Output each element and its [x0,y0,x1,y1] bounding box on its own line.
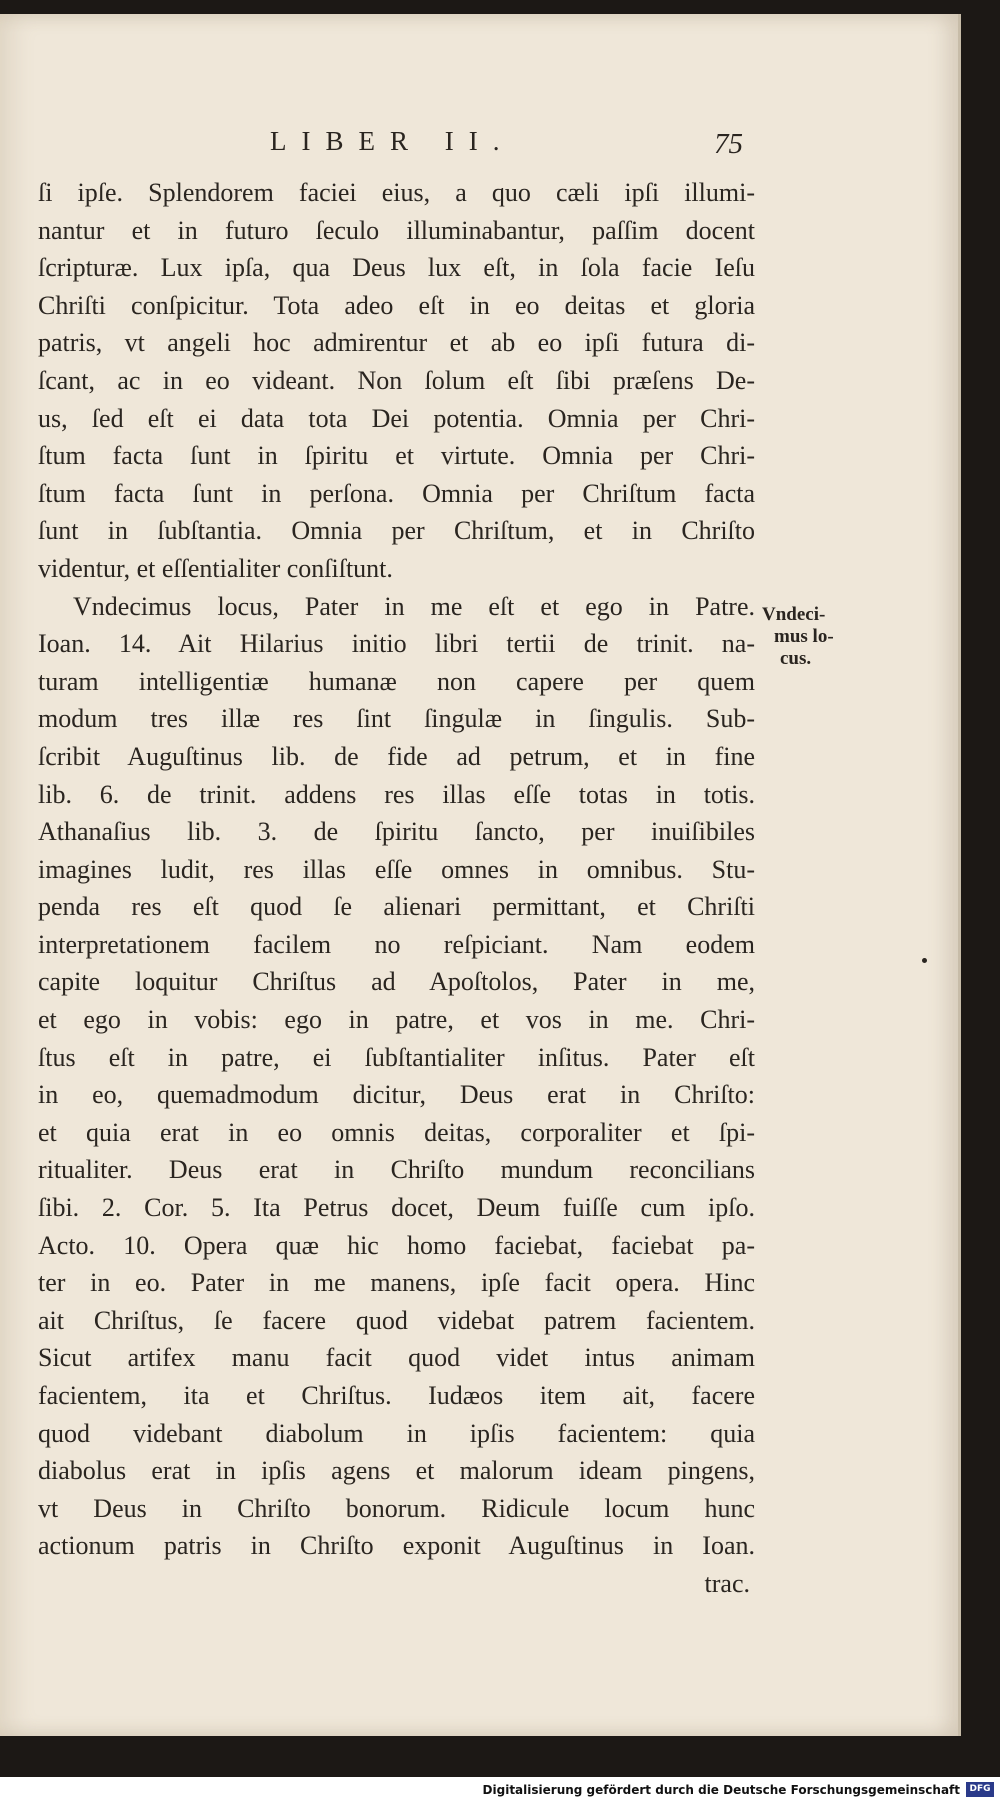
text-line: et ego in vobis: ego in patre, et vos in me. Chri- [38,1005,755,1035]
marginal-note [760,604,860,670]
text-line: Acto. 10. Opera quæ hic homo faciebat, faciebat pa- [38,1230,755,1260]
marginal-note-line: cus. [780,648,812,669]
text-line: ſtum facta ſunt in ſpiritu et virtute. Omnia per Chri- [38,441,755,471]
text-line: nantur et in futuro ſeculo illuminabantur, paſſim docent [38,215,755,245]
text-line: Chriſti conſpicitur. Tota adeo eſt in eo deitas et gloria [38,290,755,320]
text-line: imagines ludit, res illas eſſe omnes in omnibus. Stu- [38,854,755,884]
text-line: et quia erat in eo omnis deitas, corporaliter et ſpi- [38,1117,755,1147]
text-line: patris, vt angeli hoc admirentur et ab eo ipſi futura di- [38,328,755,358]
catchword: trac. [704,1568,750,1598]
book-page [0,14,961,1736]
text-line: facientem, ita et Chriſtus. Iudæos item ait, facere [38,1381,755,1410]
text-line: ſcant, ac in eo videant. Non ſolum eſt ſibi præſens De- [38,365,755,395]
text-line: us, ſed eſt ei data tota Dei potentia. Omnia per Chri- [38,403,755,433]
text-line: Athanaſius lib. 3. de ſpiritu ſancto, per inuiſibiles [38,817,755,847]
text-line: interpretationem facilem no reſpiciant. Nam eodem [38,929,755,959]
text-line: actionum patris in Chriſto exponit Auguſtinus in Ioan. [38,1531,755,1561]
text-line: turam intelligentiæ humanæ non capere per quem [38,666,755,696]
dfg-logo: DFG [966,1782,994,1797]
page-header [0,126,958,166]
marginal-note-line: Vndeci- [762,604,826,625]
text-line: ter in eo. Pater in me manens, ipſe facit opera. Hinc [38,1268,755,1298]
text-line: videntur, et eſſentialiter conſiſtunt. [38,553,393,583]
text-line: Sicut artifex manu facit quod videt intus animam [38,1343,755,1373]
text-line: ſcribit Auguſtinus lib. de fide ad petrum, et in fine [38,741,755,771]
text-line: ait Chriſtus, ſe facere quod videbat patrem facientem. [38,1305,755,1335]
digitization-footer [0,1777,1000,1803]
text-line: ſibi. 2. Cor. 5. Ita Petrus docet, Deum fuiſſe cum ipſo. [38,1193,755,1223]
text-line: Vndecimus locus, Pater in me eſt et ego in Patre. [73,591,755,621]
page-number: 75 [714,128,743,160]
text-line: ſunt in ſubſtantia. Omnia per Chriſtum, et in Chriſto [38,516,755,546]
text-line: lib. 6. de trinit. addens res illas eſſe totas in totis. [38,779,755,809]
text-line: ſi ipſe. Splendorem faciei eius, a quo cæli ipſi illumi- [38,178,755,207]
funding-credit: Digitalisierung gefördert durch die Deutsche Forschungsgemeinschaft [482,1783,960,1797]
text-line: ſtus eſt in patre, ei ſubſtantialiter inſitus. Pater eſt [38,1042,755,1072]
body-text [38,174,755,1603]
marginal-note-line: mus lo- [774,626,834,647]
running-title: LIBER II. [270,126,515,156]
text-line: ritualiter. Deus erat in Chriſto mundum reconcilians [38,1155,755,1185]
text-line: modum tres illæ res ſint ſingulæ in ſingulis. Sub- [38,704,755,734]
text-line: ſtum facta ſunt in perſona. Omnia per Chriſtum facta [38,478,755,508]
text-line: quod videbant diabolum in ipſis facientem: quia [38,1418,755,1448]
text-line: Ioan. 14. Ait Hilarius initio libri tertii de trinit. na- [38,629,755,659]
text-line: vt Deus in Chriſto bonorum. Ridicule locum hunc [38,1493,755,1523]
text-line: in eo, quemadmodum dicitur, Deus erat in Chriſto: [38,1080,755,1110]
ink-speck [922,958,927,963]
text-line: penda res eſt quod ſe alienari permittant, et Chriſti [38,892,755,922]
text-line: diabolus erat in ipſis agens et malorum ideam pingens, [38,1456,755,1486]
text-line: ſcripturæ. Lux ipſa, qua Deus lux eſt, in ſola facie Ieſu [38,253,755,283]
text-line: capite loquitur Chriſtus ad Apoſtolos, Pater in me, [38,967,755,997]
